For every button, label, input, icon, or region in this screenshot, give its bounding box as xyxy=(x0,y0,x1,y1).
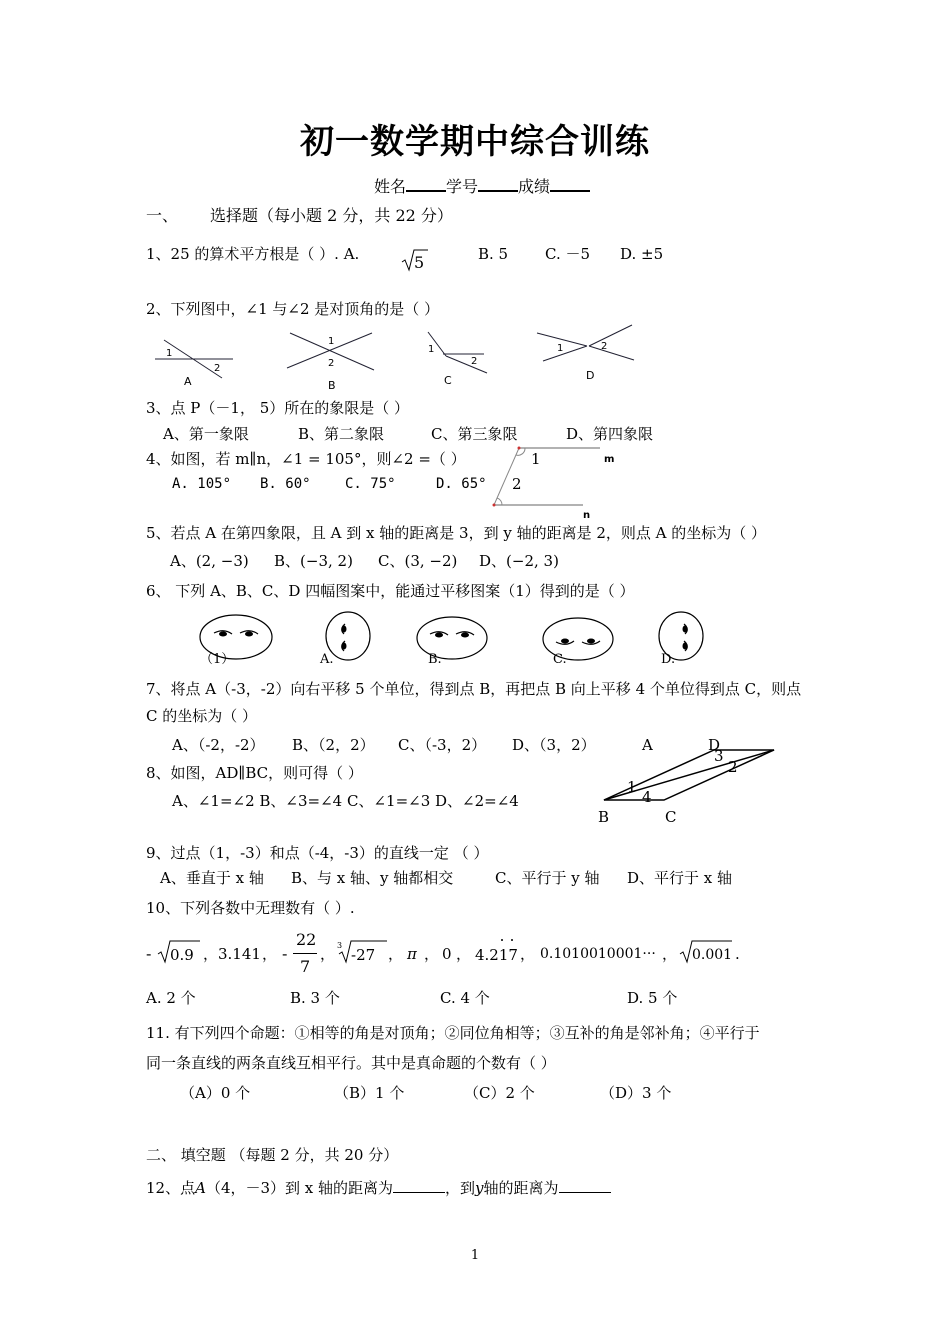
name-label: 姓名 xyxy=(374,177,407,196)
q8-point-b: B xyxy=(598,808,610,826)
q7-option-a: A、（-2，-2） xyxy=(172,736,265,754)
q10-repeating-decimal: 4.217 xyxy=(475,946,518,964)
section2-heading: 二、 填空题 （每题 2 分，共 20 分） xyxy=(146,1146,399,1164)
q12-blank-2 xyxy=(559,1178,611,1193)
score-label: 成绩 xyxy=(518,177,551,196)
q11-option-d: （D）3 个 xyxy=(600,1084,672,1102)
q4-stem: 4、如图，若 m∥n，∠1 = 105°，则∠2 =（ ） xyxy=(146,450,466,468)
q9-option-d: D、平行于 x 轴 xyxy=(627,869,733,887)
q10-option-d: D. 5 个 xyxy=(627,989,678,1007)
q3-option-a: A、第一象限 xyxy=(163,425,249,443)
q8-angle3: 3 xyxy=(714,747,724,765)
q10-minus2: - xyxy=(282,944,288,963)
q4-line-m: m xyxy=(604,454,615,465)
q11-option-c: （C）2 个 xyxy=(464,1084,535,1102)
q2-d-angle2: 2 xyxy=(601,341,608,352)
q7-line2: C 的坐标为（ ） xyxy=(146,707,258,725)
y-var: y xyxy=(475,1179,484,1197)
q2-d-label: D xyxy=(586,369,595,382)
q10-stem: 10、下列各数中无理数有（ ）. xyxy=(146,899,355,917)
q2-c-label: C xyxy=(444,374,452,387)
q3-stem: 3、点 P（－1， 5）所在的象限是（ ） xyxy=(146,399,410,417)
q6-stem: 6、 下列 A、B、C、D 四幅图案中，能通过平移图案（1）得到的是（ ） xyxy=(146,582,635,600)
q4-line-n: n xyxy=(583,510,591,521)
section1-number: 一、 xyxy=(146,206,179,225)
q12-stem: 12、点A（4，－3）到 x 轴的距离为 ，到y轴的距离为 xyxy=(146,1178,611,1198)
q7-option-b: B、（2，2） xyxy=(292,736,375,754)
q10-frac-den: 7 xyxy=(300,957,311,976)
number-label: 学号 xyxy=(446,177,479,196)
q5-option-c: C、(3, −2) xyxy=(378,552,458,570)
q6-label-b: B. xyxy=(428,652,442,667)
q4-angle1: 1 xyxy=(531,450,541,468)
q2-c-angle1: 1 xyxy=(428,344,435,355)
q7-option-d: D、（3，2） xyxy=(512,736,596,754)
q6-label-d: D. xyxy=(661,652,676,667)
q10-option-b: B. 3 个 xyxy=(290,989,340,1007)
q10-frac-bar xyxy=(293,953,317,954)
q4-option-d: D. 65° xyxy=(436,476,487,492)
q10-minus1: - xyxy=(146,944,152,963)
q8-options: A、∠1=∠2 B、∠3=∠4 C、∠1=∠3 D、∠2=∠4 xyxy=(172,792,519,810)
q8-point-c: C xyxy=(665,808,677,826)
q12-blank-1 xyxy=(393,1178,445,1193)
q9-option-a: A、垂直于 x 轴 xyxy=(160,869,264,887)
q2-b-label: B xyxy=(328,379,336,392)
q10-option-a: A. 2 个 xyxy=(146,989,196,1007)
q5-option-b: B、(−3, 2) xyxy=(274,552,353,570)
q1-stem: 1、25 的算术平方根是（ ）. A. xyxy=(146,245,360,263)
q6-label-1: （1） xyxy=(200,652,235,667)
q5-option-a: A、(2, −3) xyxy=(170,552,249,570)
q3-option-d: D、第四象限 xyxy=(566,425,654,443)
q2-d-angle1: 1 xyxy=(557,343,564,354)
q3-option-b: B、第二象限 xyxy=(298,425,385,443)
q2-a-angle1: 1 xyxy=(166,348,173,359)
q8-stem: 8、如图，AD∥BC，则可得（ ） xyxy=(146,764,363,782)
svg-text:3: 3 xyxy=(337,941,343,950)
q5-stem: 5、若点 A 在第四象限，且 A 到 x 轴的距离是 3，到 y 轴的距离是 2，则点 A 的坐标为（ ） xyxy=(146,524,767,542)
q7-option-c: C、（-3，2） xyxy=(398,736,487,754)
q5-option-d: D、(−2, 3) xyxy=(479,552,559,570)
q9-option-c: C、平行于 y 轴 xyxy=(495,869,600,887)
q6-label-c: C. xyxy=(553,652,567,667)
q2-c-angle2: 2 xyxy=(471,356,478,367)
q1-option-b: B. 5 xyxy=(478,245,509,263)
section1-heading: 选择题（每小题 2 分，共 22 分） xyxy=(210,206,453,225)
q2-a-label: A xyxy=(184,375,192,388)
q1-option-d: D. ±5 xyxy=(620,245,664,263)
q2-b-angle1: 1 xyxy=(328,336,335,347)
q10-sqrt-0-001: 0.001 xyxy=(692,947,733,963)
q10-frac-num: 22 xyxy=(296,930,317,949)
q8-point-a: A xyxy=(642,736,653,754)
q1-radicand: 5 xyxy=(414,253,425,272)
repeat-dots-icon xyxy=(498,936,518,946)
q7-line1: 7、将点 A（-3，-2）向右平移 5 个单位，得到点 B，再把点 B 向上平移 4 个单位得到点 C，则点 xyxy=(146,680,802,698)
q10-sqrt-0-9: 0.9 xyxy=(170,946,194,964)
q6-label-a: A. xyxy=(320,652,334,667)
page-number: 1 xyxy=(470,1248,480,1263)
q2-stem: 2、下列图中，∠1 与∠2 是对顶角的是（ ） xyxy=(146,300,440,318)
q11-line1: 11. 有下列四个命题：①相等的角是对顶角；②同位角相等；③互补的角是邻补角；④平行于 xyxy=(146,1024,760,1042)
q4-option-b: B. 60° xyxy=(260,476,311,492)
q10-3-141: 3.141 xyxy=(218,945,261,963)
q8-angle4: 4 xyxy=(642,788,652,806)
q11-option-a: （A）0 个 xyxy=(180,1084,251,1102)
q8-angle1: 1 xyxy=(627,778,637,796)
q4-option-a: A. 105° xyxy=(172,476,232,492)
q11-option-b: （B）1 个 xyxy=(334,1084,405,1102)
point-a-var: A xyxy=(195,1179,206,1197)
q4-option-c: C. 75° xyxy=(345,476,396,492)
q2-a-angle2: 2 xyxy=(214,363,221,374)
page-title: 初一数学期中综合训练 xyxy=(300,122,650,162)
q3-option-c: C、第三象限 xyxy=(431,425,518,443)
q10-option-c: C. 4 个 xyxy=(440,989,490,1007)
q10-cbrt-neg27: -27 xyxy=(351,946,376,964)
q8-point-d: D xyxy=(708,736,721,754)
q10-nonrepeating: 0.1010010001··· xyxy=(540,946,656,962)
q9-stem: 9、过点（1，-3）和点（-4，-3）的直线一定 （ ） xyxy=(146,844,489,862)
q4-angle2: 2 xyxy=(512,475,522,493)
q10-zero: 0 xyxy=(442,945,452,963)
q8-angle2: 2 xyxy=(728,758,738,776)
q11-line2: 同一条直线的两条直线互相平行。其中是真命题的个数有（ ） xyxy=(146,1054,556,1072)
q10-pi: π xyxy=(407,945,417,963)
q2-b-angle2: 2 xyxy=(328,358,335,369)
q1-option-c: C. －5 xyxy=(545,245,591,263)
q9-option-b: B、与 x 轴、y 轴都相交 xyxy=(291,869,454,887)
